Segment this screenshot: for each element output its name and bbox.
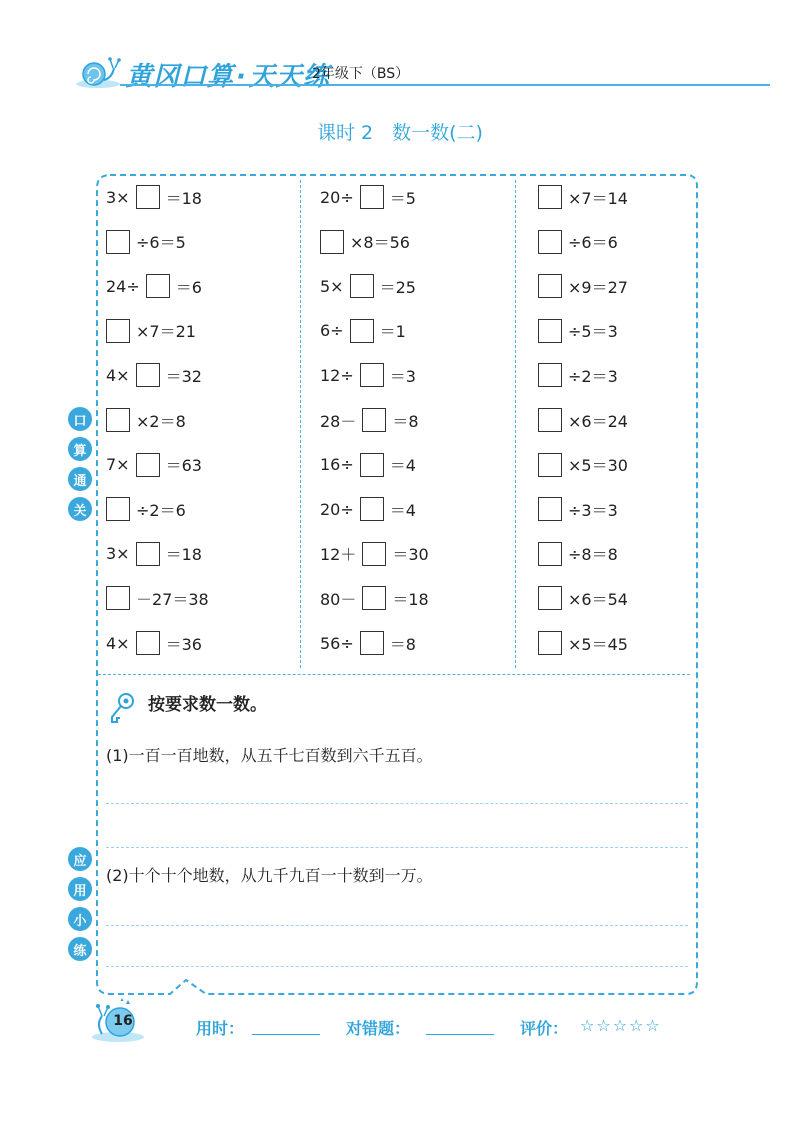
problem-right-text: ÷3＝3 [568, 500, 618, 520]
answer-box[interactable] [360, 363, 384, 387]
problem-row [538, 184, 628, 210]
errors-blank[interactable] [426, 1034, 494, 1035]
question-1: (1)一百一百地数，从五千七百数到六千五百。 [106, 746, 433, 765]
problem-right-text: ×5＝30 [568, 456, 628, 476]
answer-box[interactable] [538, 497, 562, 521]
problem-row [538, 229, 618, 255]
side-label-oral-2: 算 [68, 437, 92, 461]
answer-box[interactable] [106, 230, 130, 254]
answer-box[interactable] [136, 185, 160, 209]
problem-right-text: ÷5＝3 [568, 322, 618, 342]
problem-row [320, 184, 416, 210]
problem-row [106, 630, 202, 656]
answer-box[interactable] [360, 453, 384, 477]
brand-part1: 黄冈口算 [126, 62, 235, 92]
problem-row [538, 407, 628, 433]
problem-row [320, 318, 406, 344]
problem-left-text: 16÷ [320, 455, 354, 475]
problem-left-text: 3× [106, 544, 130, 564]
problem-left-text: 6÷ [320, 321, 344, 341]
brand-part2: 天天练 [248, 62, 330, 92]
question-2: (2)十个十个地数，从九千九百一十数到一万。 [106, 866, 433, 885]
answer-box[interactable] [538, 408, 562, 432]
problem-row [106, 585, 209, 611]
problem-row [320, 585, 429, 611]
problem-right-text: ÷8＝8 [568, 545, 618, 565]
answer-box[interactable] [538, 586, 562, 610]
problem-right-text: ÷2＝6 [136, 500, 186, 520]
problem-right-text: ×6＝54 [568, 589, 628, 609]
problem-row [106, 407, 186, 433]
answer-line-1b[interactable] [106, 847, 688, 848]
problem-right-text: ＝5 [389, 188, 416, 208]
brand-title [126, 56, 330, 93]
answer-box[interactable] [350, 319, 374, 343]
problem-right-text: ＝25 [379, 277, 416, 297]
problem-row [538, 318, 618, 344]
snail-logo-icon [72, 54, 124, 90]
answer-box[interactable] [538, 631, 562, 655]
problem-left-text: 12÷ [320, 365, 354, 385]
problem-row [320, 452, 416, 478]
section-divider [98, 674, 690, 675]
problem-row [106, 184, 202, 210]
problem-right-text: ×7＝21 [136, 322, 196, 342]
problem-row [320, 541, 429, 567]
column-separator-2 [515, 180, 516, 668]
side-label-apply-4: 练 [68, 937, 92, 961]
application-title: 按要求数一数。 [148, 695, 267, 715]
problem-row [538, 541, 618, 567]
problem-right-text: ＝32 [165, 366, 202, 386]
answer-box[interactable] [538, 230, 562, 254]
answer-box[interactable] [538, 453, 562, 477]
problem-right-text: ＝36 [165, 634, 202, 654]
answer-line-2a[interactable] [106, 925, 688, 926]
problem-row [320, 630, 416, 656]
errors-label: 对错题： [346, 1019, 411, 1038]
problem-left-text: 7× [106, 455, 130, 475]
problem-row [106, 452, 202, 478]
answer-box[interactable] [538, 185, 562, 209]
side-label-apply-2: 用 [68, 877, 92, 901]
problem-right-text: ÷6＝6 [568, 233, 618, 253]
problem-right-text: ×9＝27 [568, 277, 628, 297]
problem-right-text: ＝8 [392, 411, 419, 431]
answer-box[interactable] [106, 497, 130, 521]
problem-right-text: ＝8 [389, 634, 416, 654]
rating-stars[interactable]: ☆☆☆☆☆ [580, 1016, 662, 1035]
problem-left-text: 20÷ [320, 499, 354, 519]
problem-row [538, 362, 618, 388]
problem-left-text: 5× [320, 276, 344, 296]
answer-box[interactable] [362, 586, 386, 610]
answer-box[interactable] [106, 319, 130, 343]
problem-row [106, 496, 186, 522]
problem-left-text: 56÷ [320, 633, 354, 653]
answer-box[interactable] [320, 230, 344, 254]
problem-row [538, 496, 618, 522]
rating-label: 评价： [520, 1019, 569, 1038]
problem-right-text: ＝4 [389, 456, 416, 476]
problem-right-text: ＝30 [392, 545, 429, 565]
time-blank[interactable] [252, 1034, 320, 1035]
side-label-oral-4: 关 [68, 497, 92, 521]
answer-box[interactable] [360, 631, 384, 655]
problem-right-text: ×2＝8 [136, 411, 186, 431]
problem-right-text: ×8＝56 [350, 233, 410, 253]
problem-right-text: ＝18 [165, 188, 202, 208]
page-number: 16 [113, 1013, 133, 1029]
answer-box[interactable] [136, 542, 160, 566]
problem-right-text: ÷6＝5 [136, 233, 186, 253]
header-divider [120, 84, 770, 86]
problem-row [106, 318, 196, 344]
answer-line-2b[interactable] [106, 966, 688, 967]
problem-left-text: 4× [106, 365, 130, 385]
problem-row [320, 407, 419, 433]
answer-box[interactable] [538, 542, 562, 566]
problem-right-text: ×6＝24 [568, 411, 628, 431]
answer-box[interactable] [106, 586, 130, 610]
problem-right-text: ×7＝14 [568, 188, 628, 208]
problem-right-text: ＝63 [165, 456, 202, 476]
problem-row [106, 229, 186, 255]
answer-box[interactable] [350, 274, 374, 298]
brand-dot: · [236, 62, 247, 92]
answer-line-1a[interactable] [106, 803, 688, 804]
problem-right-text: ＝3 [389, 366, 416, 386]
answer-box[interactable] [538, 363, 562, 387]
problem-right-text: ＝1 [379, 322, 406, 342]
answer-box[interactable] [362, 542, 386, 566]
problem-row [538, 630, 628, 656]
side-label-apply-1: 应 [68, 847, 92, 871]
answer-box[interactable] [146, 274, 170, 298]
side-label-apply-3: 小 [68, 907, 92, 931]
problem-row [106, 541, 202, 567]
problem-right-text: ＝18 [165, 545, 202, 565]
problem-left-text: 3× [106, 187, 130, 207]
grade-label: 2年级下（BS） [312, 66, 410, 82]
problem-row [320, 362, 416, 388]
side-label-oral-1: 口 [68, 407, 92, 431]
problem-row [538, 452, 628, 478]
answer-box[interactable] [136, 453, 160, 477]
problem-left-text: 20÷ [320, 187, 354, 207]
problem-left-text: 80－ [320, 589, 357, 609]
problem-left-text: 24÷ [106, 276, 140, 296]
problem-right-text: ＝4 [389, 500, 416, 520]
problem-right-text: －27＝38 [136, 589, 209, 609]
key-icon [104, 690, 140, 726]
column-separator-1 [300, 180, 301, 668]
answer-box[interactable] [538, 274, 562, 298]
answer-box[interactable] [136, 363, 160, 387]
problem-right-text: ＝18 [392, 589, 429, 609]
answer-box[interactable] [360, 497, 384, 521]
problem-left-text: 4× [106, 633, 130, 653]
side-label-oral-3: 通 [68, 467, 92, 491]
problem-row [320, 229, 410, 255]
answer-box[interactable] [538, 319, 562, 343]
problem-row [106, 362, 202, 388]
problem-right-text: ＝6 [175, 277, 202, 297]
answer-box[interactable] [360, 185, 384, 209]
lesson-title: 课时 2 数一数(二) [317, 122, 483, 144]
problem-row [320, 496, 416, 522]
answer-box[interactable] [362, 408, 386, 432]
problem-row [320, 273, 416, 299]
problem-right-text: ÷2＝3 [568, 366, 618, 386]
problem-row [538, 585, 628, 611]
answer-box[interactable] [106, 408, 130, 432]
answer-box[interactable] [136, 631, 160, 655]
problem-row [106, 273, 202, 299]
problem-left-text: 12＋ [320, 545, 357, 565]
problem-left-text: 28－ [320, 411, 357, 431]
problem-right-text: ×5＝45 [568, 634, 628, 654]
time-label: 用时： [196, 1019, 245, 1038]
problem-row [538, 273, 628, 299]
